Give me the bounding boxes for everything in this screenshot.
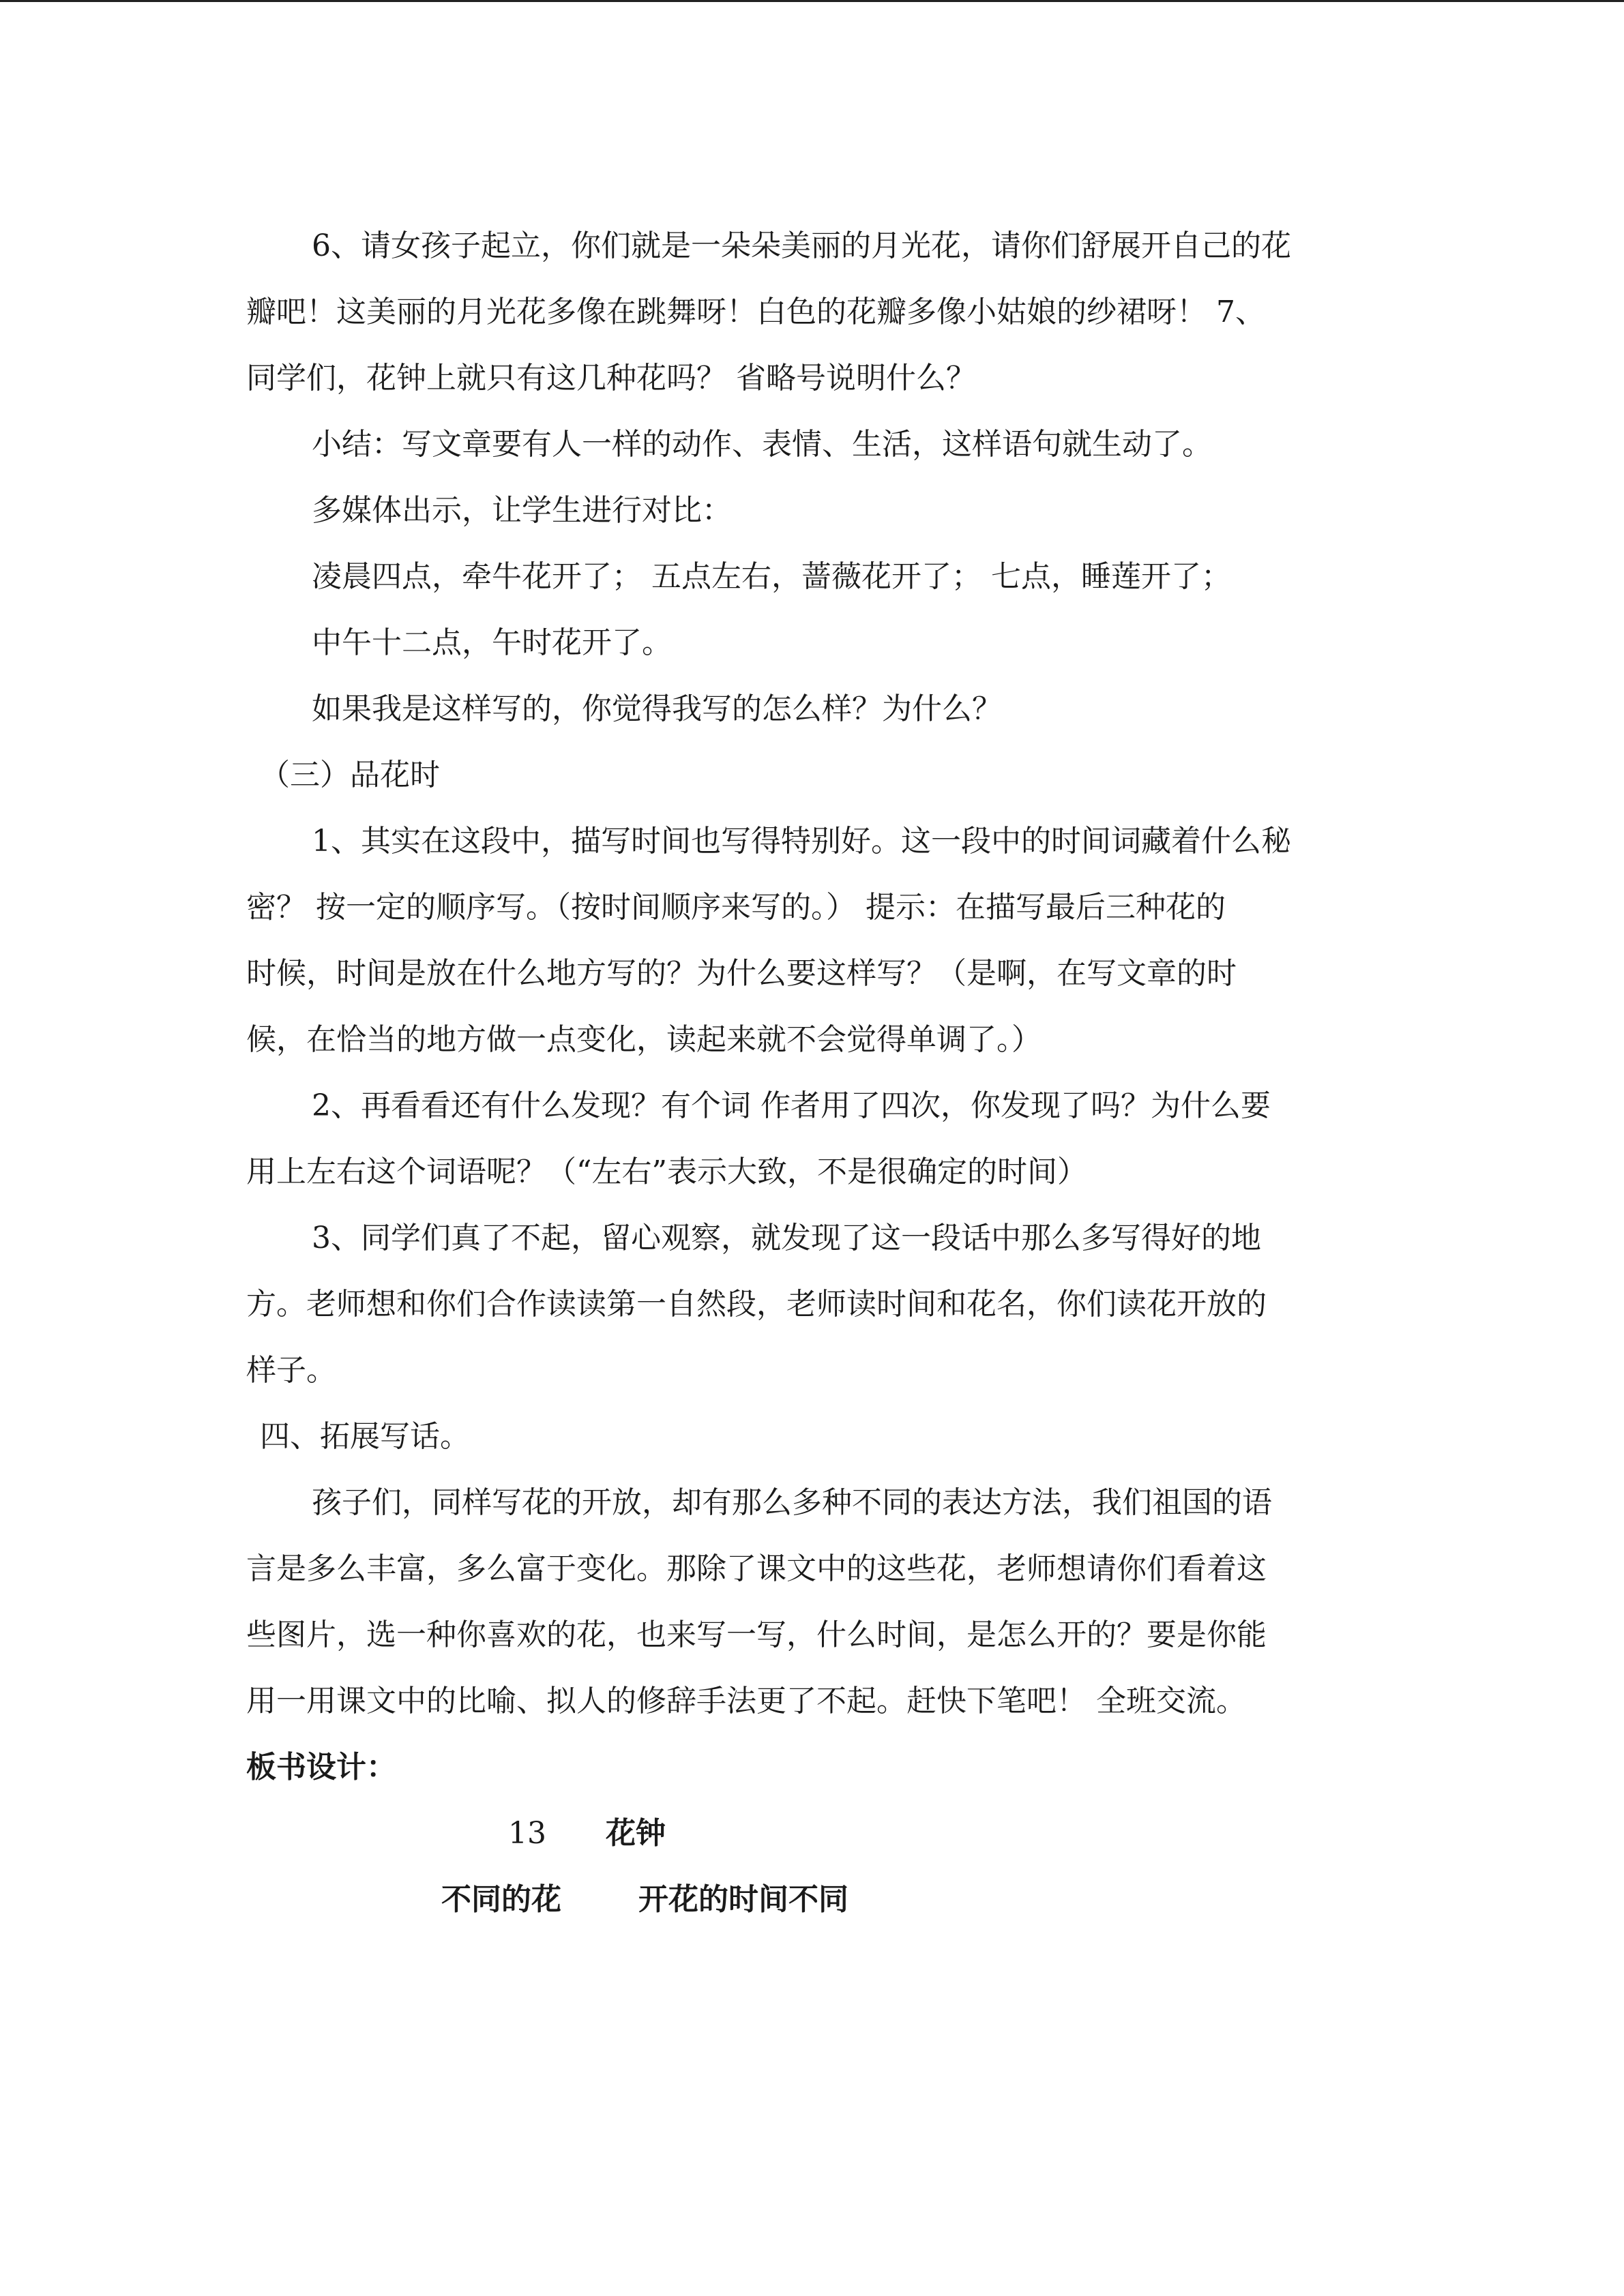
paragraph-writing-2: 言是多么丰富，多么富于变化。那除了课文中的这些花，老师想请你们看着这 — [246, 1551, 1267, 1586]
multimedia-line: 多媒体出示，让学生进行对比： — [312, 493, 732, 528]
board-design-heading: 板书设计： — [246, 1750, 396, 1785]
board-right-text: 开花的时间不同 — [638, 1882, 848, 1917]
paragraph-time-3: 时候，时间是放在什么地方写的？为什么要这样写？（是啊，在写文章的时 — [246, 956, 1237, 991]
board-lesson-title: 花钟 — [606, 1816, 666, 1851]
paragraph-discover-1: 2、再看看还有什么发现？有个词 作者用了四次，你发现了吗？为什么要 — [312, 1088, 1271, 1123]
board-content-row — [246, 1866, 1406, 1933]
comparison-line-1: 凌晨四点，牵牛花开了； 五点左右，蔷薇花开了； 七点，睡莲开了； — [312, 559, 1231, 594]
paragraph-time-2: 密？ 按一定的顺序写。（按时间顺序来写的。） 提示：在描写最后三种花的 — [246, 890, 1226, 925]
paragraph-writing-3: 些图片，选一种你喜欢的花，也来写一写，什么时间，是怎么开的？要是你能 — [246, 1617, 1267, 1652]
comparison-line-2: 中午十二点，午时花开了。 — [312, 625, 672, 660]
paragraph-line-2: 瓣吧！这美丽的月光花多像在跳舞呀！白色的花瓣多像小姑娘的纱裙呀！ 7、 — [246, 295, 1265, 329]
paragraph-discover-2: 用上左右这个词语呢？（“左右”表示大致，不是很确定的时间） — [246, 1154, 1087, 1189]
paragraph-time-4: 候，在恰当的地方做一点变化，读起来就不会觉得单调了。） — [246, 1022, 1042, 1057]
paragraph-writing-1: 孩子们，同样写花的开放，却有那么多种不同的表达方法，我们祖国的语 — [312, 1485, 1272, 1520]
section-heading-4: 四、拓展写话。 — [260, 1419, 470, 1454]
paragraph-writing-4: 用一用课文中的比喻、拟人的修辞手法更了不起。赶快下笔吧！ 全班交流。 — [246, 1684, 1246, 1718]
board-lesson-number: 13 — [508, 1816, 546, 1851]
board-title-row — [246, 1800, 1406, 1866]
paragraph-time-1: 1、其实在这段中，描写时间也写得特别好。这一段中的时间词藏着什么秘 — [312, 824, 1291, 859]
summary-line: 小结：写文章要有人一样的动作、表情、生活，这样语句就生动了。 — [312, 427, 1212, 462]
document-page — [246, 213, 1406, 1933]
paragraph-praise-3: 样子。 — [246, 1353, 336, 1388]
section-heading-3: （三）品花时 — [260, 758, 440, 792]
board-left-text: 不同的花 — [441, 1882, 561, 1917]
paragraph-line-3: 同学们，花钟上就只有这几种花吗？ 省略号说明什么？ — [246, 361, 976, 396]
paragraph-praise-1: 3、同学们真了不起，留心观察，就发现了这一段话中那么多写得好的地 — [312, 1221, 1261, 1255]
paragraph-praise-2: 方。老师想和你们合作读读第一自然段，老师读时间和花名，你们读花开放的 — [246, 1287, 1267, 1322]
paragraph-line-1: 6、请女孩子起立，你们就是一朵朵美丽的月光花，请你们舒展开自己的花 — [312, 228, 1291, 263]
question-line: 如果我是这样写的，你觉得我写的怎么样？为什么？ — [312, 691, 1002, 726]
top-border-line — [0, 0, 1624, 2]
